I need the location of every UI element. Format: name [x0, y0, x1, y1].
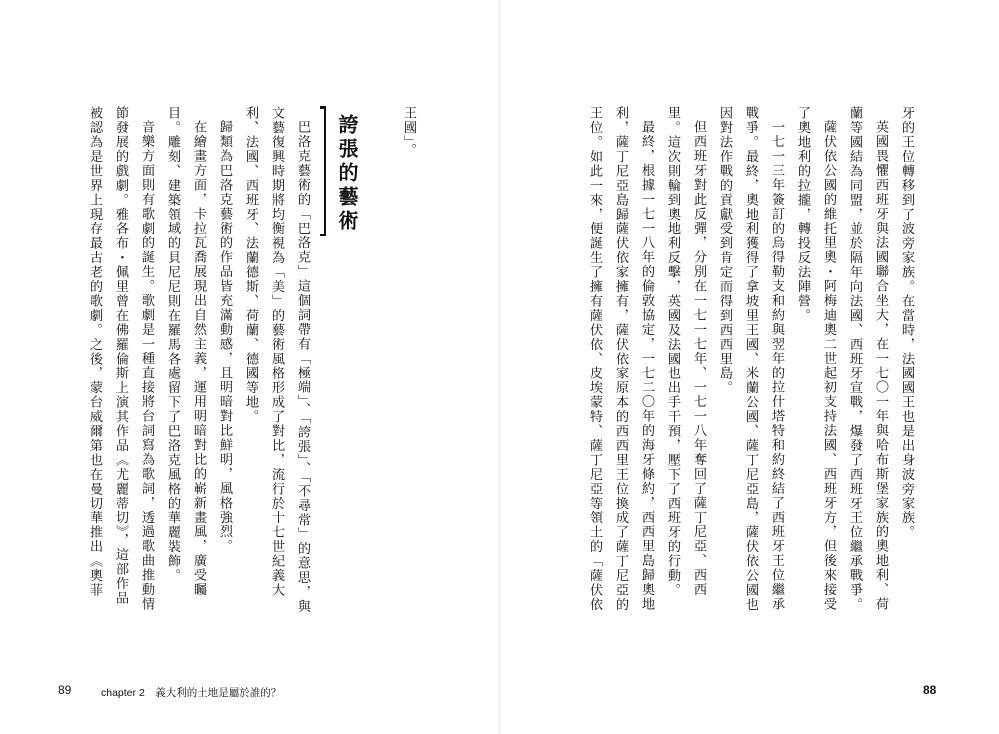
heading-bracket-top	[320, 106, 326, 109]
text-column: 音樂方面則有歌劇的誕生。歌劇是一種直接將台詞寫為歌詞，透過歌曲推動情	[139, 120, 154, 612]
section-title: 誇張的藝術	[335, 114, 359, 234]
text-column: 一七一三年簽訂的烏得勒支和約與翌年的拉什塔特和約終結了西班牙王位繼承	[769, 120, 784, 612]
text-column: 最終，根據一七一八年的倫敦協定，一七二〇年的海牙條約，西西里島歸奧地	[639, 120, 654, 612]
text-column: 被認為是世界上現存最古老的歌劇。之後，蒙台威爾第也在曼切華推出《奧菲	[87, 106, 102, 598]
text-column: 文藝復興時期將均衡視為「美」的藝術風格形成了對比，流行於十七世紀義大	[269, 106, 284, 598]
text-column: 在繪畫方面，卡拉瓦喬展現出自然主義，運用明暗對比的嶄新畫風，廣受矚	[191, 120, 206, 597]
text-column: 蘭等國結為同盟，並於隔年向法國、西班牙宣戰，爆發了西班牙王位繼承戰爭。	[847, 106, 862, 612]
page-number: 88	[923, 683, 937, 697]
running-header: chapter 2 義大利的土地是屬於誰的？	[101, 687, 282, 699]
text-column: 節發展的戲劇。雅各布・佩里曾在佛羅倫斯上演其作品《尤麗蒂切》，這部作品	[113, 106, 128, 606]
text-column: 了奧地利的拉攏，轉投反法陣營。	[795, 106, 810, 323]
text-column: 但西班牙對此反彈，分別在一七一七年、一七一八年奪回了薩丁尼亞、西西	[691, 120, 706, 597]
text-column: 王位。如此一來，便誕生了擁有薩伏依、皮埃蒙特、薩丁尼亞等領土的「薩伏依	[587, 106, 602, 612]
text-column: 因對法作戰的貢獻受到肯定而得到西西里島。	[717, 106, 732, 395]
text-column: 利、法國、西班牙、法蘭德斯、荷蘭、德國等地。	[243, 106, 258, 424]
text-column: 利，薩丁尼亞島歸薩伏依家擁有，薩伏依家原本的西西里王位換成了薩丁尼亞的	[613, 106, 628, 612]
left-page	[0, 0, 499, 734]
page-number: 89	[58, 683, 72, 697]
right-page	[500, 0, 999, 734]
text-column: 目。雕刻、建築領域的貝尼尼則在羅馬各處留下了巴洛克風格的華麗裝飾。	[165, 106, 180, 583]
text-column: 歸類為巴洛克藝術的作品皆充滿動感，且明暗對比鮮明，風格強烈。	[217, 120, 232, 554]
text-column: 里。這次則輪到奧地利反擊，英國及法國也出手干預，壓下了西班牙的行動。	[665, 106, 680, 598]
text-column: 戰爭。最終，奧地利獲得了拿坡里王國、米蘭公國、薩丁尼亞島，薩伏依公國也	[743, 106, 758, 612]
text-column: 王國」。	[401, 106, 416, 158]
text-column: 英國畏懼西班牙與法國聯合坐大，在一七〇一年與哈布斯堡家族的奧地利、荷	[873, 120, 888, 612]
section-heading	[324, 106, 366, 236]
heading-bracket-bottom	[320, 234, 326, 237]
text-column: 牙的王位轉移到了波旁家族。在當時，法國國王也是出身波旁家族。	[899, 106, 914, 540]
text-column: 薩伏依公國的維托里奧・阿梅迪奧二世起初支持法國、西班牙方，但後來接受	[821, 120, 836, 612]
text-column: 巴洛克藝術的「巴洛克」這個詞帶有「極端」、「誇張」、「不尋常」的意思，與	[295, 120, 310, 614]
